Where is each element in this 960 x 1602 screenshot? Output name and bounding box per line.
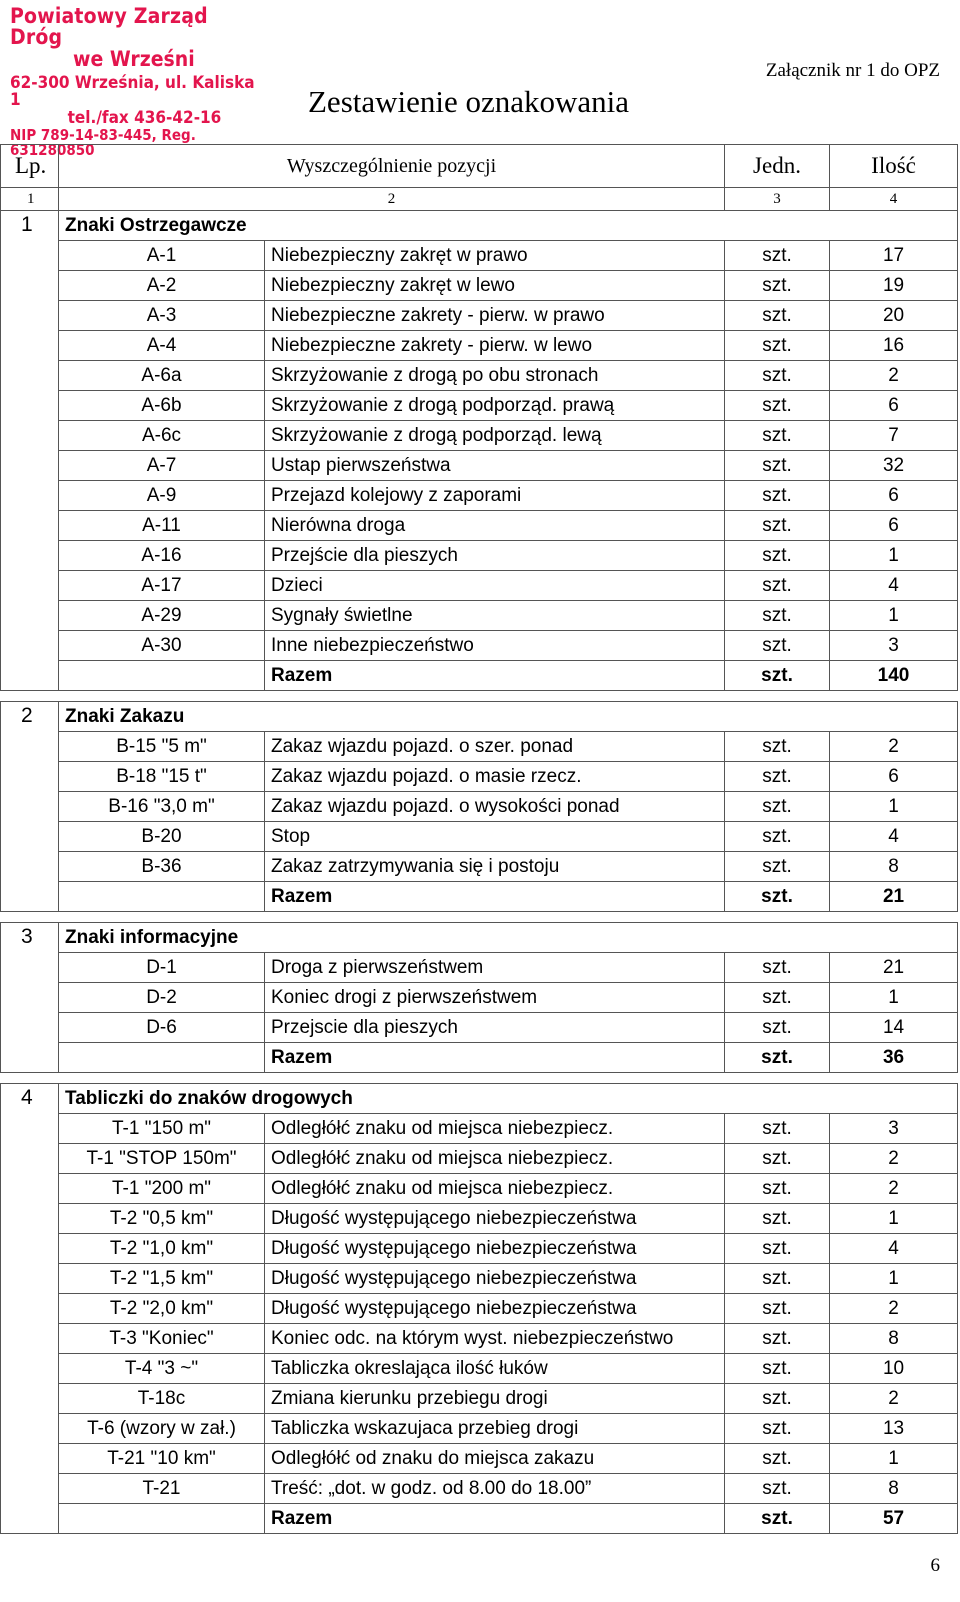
table-row: [1, 391, 958, 421]
stamp-line: we Wrześni: [73, 47, 195, 71]
section-header-row: [1, 1084, 958, 1114]
header-qty: Ilość: [830, 145, 958, 188]
table-row: [1, 1013, 958, 1043]
section-title: Znaki informacyjne: [59, 923, 958, 953]
total-row: [1, 1504, 958, 1534]
quantity-cell: 1: [830, 541, 958, 571]
sign-code: A-4: [59, 331, 265, 361]
sign-description: Odległółć znaku od miejsca niebezpiecz.: [265, 1114, 725, 1144]
institution-stamp: [10, 6, 255, 158]
unit-cell: szt.: [725, 511, 830, 541]
sign-description: Długość występującego niebezpieczeństwa: [265, 1264, 725, 1294]
sign-description: Tabliczka okreslająca ilość łuków: [265, 1354, 725, 1384]
stamp-line: 62-300 Września, ul. Kaliska 1: [10, 73, 255, 110]
quantity-cell: 6: [830, 391, 958, 421]
section-title: Znaki Ostrzegawcze: [59, 211, 958, 241]
unit-cell: szt.: [725, 1204, 830, 1234]
header-lp: Lp.: [1, 145, 59, 188]
unit-cell: szt.: [725, 1354, 830, 1384]
table-row: [1, 601, 958, 631]
section-spacer: [1, 1073, 958, 1084]
unit-cell: szt.: [725, 792, 830, 822]
sign-code: A-29: [59, 601, 265, 631]
sign-code: A-6a: [59, 361, 265, 391]
sign-description: Droga z pierwszeństwem: [265, 953, 725, 983]
sign-code: A-1: [59, 241, 265, 271]
quantity-cell: 2: [830, 1384, 958, 1414]
unit-cell: szt.: [725, 1294, 830, 1324]
table-row: [1, 1354, 958, 1384]
sign-code: A-6c: [59, 421, 265, 451]
header-unit: Jedn.: [725, 145, 830, 188]
sign-description: Koniec odc. na którym wyst. niebezpieczeństwo: [265, 1324, 725, 1354]
total-label: Razem: [265, 1043, 725, 1073]
table-row: [1, 451, 958, 481]
sign-code: A-16: [59, 541, 265, 571]
sign-description: Przejście dla pieszych: [265, 541, 725, 571]
section-number: 1: [1, 211, 59, 691]
annex-label: Załącznik nr 1 do OPZ: [765, 60, 940, 81]
section-title: Tabliczki do znaków drogowych: [59, 1084, 958, 1114]
table-row: [1, 241, 958, 271]
unit-cell: szt.: [725, 481, 830, 511]
sign-code: T-1 "200 m": [59, 1174, 265, 1204]
sign-code: A-11: [59, 511, 265, 541]
stamp-line: NIP 789-14-83-445, Reg. 631280850: [10, 126, 196, 159]
sign-description: Skrzyżowanie z drogą podporząd. lewą: [265, 421, 725, 451]
table-row: [1, 983, 958, 1013]
sign-code: B-16 "3,0 m": [59, 792, 265, 822]
signage-table: [0, 144, 958, 1534]
sign-description: Długość występującego niebezpieczeństwa: [265, 1204, 725, 1234]
sign-code: T-18c: [59, 1384, 265, 1414]
sign-description: Inne niebezpieczeństwo: [265, 631, 725, 661]
sign-code: B-15 "5 m": [59, 732, 265, 762]
table-row: [1, 1234, 958, 1264]
total-unit: szt.: [725, 661, 830, 691]
sign-description: Długość występującego niebezpieczeństwa: [265, 1294, 725, 1324]
unit-cell: szt.: [725, 271, 830, 301]
total-quantity: 21: [830, 882, 958, 912]
sign-description: Długość występującego niebezpieczeństwa: [265, 1234, 725, 1264]
table-row: [1, 361, 958, 391]
spacer-cell: [1, 1073, 958, 1084]
table-row: [1, 1144, 958, 1174]
quantity-cell: 1: [830, 1444, 958, 1474]
sign-description: Odległółć od znaku do miejsca zakazu: [265, 1444, 725, 1474]
column-number: 4: [830, 188, 958, 211]
table-row: [1, 301, 958, 331]
total-empty-cell: [59, 1504, 265, 1534]
sign-code: A-3: [59, 301, 265, 331]
unit-cell: szt.: [725, 1324, 830, 1354]
sign-code: A-7: [59, 451, 265, 481]
sign-code: T-6 (wzory w zał.): [59, 1414, 265, 1444]
sign-description: Tabliczka wskazujaca przebieg drogi: [265, 1414, 725, 1444]
unit-cell: szt.: [725, 1474, 830, 1504]
sign-description: Sygnały świetlne: [265, 601, 725, 631]
sign-code: A-9: [59, 481, 265, 511]
sign-description: Odległółć znaku od miejsca niebezpiecz.: [265, 1174, 725, 1204]
table-row: [1, 1474, 958, 1504]
unit-cell: szt.: [725, 762, 830, 792]
column-number: 1: [1, 188, 59, 211]
sign-code: A-30: [59, 631, 265, 661]
quantity-cell: 1: [830, 601, 958, 631]
unit-cell: szt.: [725, 1013, 830, 1043]
unit-cell: szt.: [725, 241, 830, 271]
quantity-cell: 4: [830, 1234, 958, 1264]
unit-cell: szt.: [725, 421, 830, 451]
table-row: [1, 331, 958, 361]
table-row: [1, 541, 958, 571]
stamp-line: tel./fax 436-42-16: [67, 108, 222, 128]
quantity-cell: 1: [830, 792, 958, 822]
table-header-row: [1, 145, 958, 188]
sign-code: T-2 "1,0 km": [59, 1234, 265, 1264]
total-unit: szt.: [725, 1043, 830, 1073]
section-header-row: [1, 211, 958, 241]
total-unit: szt.: [725, 882, 830, 912]
sign-code: B-18 "15 t": [59, 762, 265, 792]
table-row: [1, 631, 958, 661]
sign-description: Niebezpieczny zakręt w lewo: [265, 271, 725, 301]
unit-cell: szt.: [725, 541, 830, 571]
quantity-cell: 4: [830, 822, 958, 852]
total-empty-cell: [59, 1043, 265, 1073]
unit-cell: szt.: [725, 852, 830, 882]
quantity-cell: 3: [830, 631, 958, 661]
total-empty-cell: [59, 882, 265, 912]
spacer-cell: [1, 912, 958, 923]
spacer-cell: [1, 691, 958, 702]
table-row: [1, 1264, 958, 1294]
total-label: Razem: [265, 882, 725, 912]
sign-description: Skrzyżowanie z drogą po obu stronach: [265, 361, 725, 391]
unit-cell: szt.: [725, 1264, 830, 1294]
stamp-line: Powiatowy Zarząd Dróg: [10, 4, 208, 49]
section-number: 2: [1, 702, 59, 912]
sign-description: Odległółć znaku od miejsca niebezpiecz.: [265, 1144, 725, 1174]
quantity-cell: 6: [830, 481, 958, 511]
unit-cell: szt.: [725, 1174, 830, 1204]
table-row: [1, 1294, 958, 1324]
quantity-cell: 2: [830, 361, 958, 391]
unit-cell: szt.: [725, 953, 830, 983]
total-empty-cell: [59, 661, 265, 691]
quantity-cell: 6: [830, 762, 958, 792]
quantity-cell: 1: [830, 1264, 958, 1294]
page-title: Zestawienie oznakowania: [308, 84, 630, 119]
table-row: [1, 822, 958, 852]
quantity-cell: 19: [830, 271, 958, 301]
column-number-row: [1, 188, 958, 211]
quantity-cell: 14: [830, 1013, 958, 1043]
unit-cell: szt.: [725, 301, 830, 331]
sign-code: D-1: [59, 953, 265, 983]
table-row: [1, 792, 958, 822]
quantity-cell: 2: [830, 732, 958, 762]
table-row: [1, 571, 958, 601]
table-row: [1, 1174, 958, 1204]
sign-description: Zakaz wjazdu pojazd. o masie rzecz.: [265, 762, 725, 792]
sign-description: Niebezpieczne zakrety - pierw. w lewo: [265, 331, 725, 361]
quantity-cell: 2: [830, 1294, 958, 1324]
unit-cell: szt.: [725, 1144, 830, 1174]
sign-description: Zakaz zatrzymywania się i postoju: [265, 852, 725, 882]
sign-description: Dzieci: [265, 571, 725, 601]
unit-cell: szt.: [725, 732, 830, 762]
header-item: Wyszczególnienie pozycji: [59, 145, 725, 188]
total-label: Razem: [265, 661, 725, 691]
sign-description: Ustap pierwszeństwa: [265, 451, 725, 481]
sign-code: T-21 "10 km": [59, 1444, 265, 1474]
sign-code: T-1 "STOP 150m": [59, 1144, 265, 1174]
table-row: [1, 732, 958, 762]
unit-cell: szt.: [725, 1234, 830, 1264]
quantity-cell: 3: [830, 1114, 958, 1144]
table-row: [1, 1204, 958, 1234]
sign-code: T-1 "150 m": [59, 1114, 265, 1144]
sign-code: B-20: [59, 822, 265, 852]
quantity-cell: 2: [830, 1144, 958, 1174]
sign-description: Skrzyżowanie z drogą podporząd. prawą: [265, 391, 725, 421]
table-row: [1, 271, 958, 301]
table-row: [1, 1114, 958, 1144]
quantity-cell: 10: [830, 1354, 958, 1384]
sign-description: Stop: [265, 822, 725, 852]
sign-description: Niebezpieczny zakręt w prawo: [265, 241, 725, 271]
table-row: [1, 852, 958, 882]
total-row: [1, 882, 958, 912]
table-body: [1, 145, 958, 1534]
sign-description: Zakaz wjazdu pojazd. o wysokości ponad: [265, 792, 725, 822]
sign-code: A-2: [59, 271, 265, 301]
unit-cell: szt.: [725, 451, 830, 481]
section-spacer: [1, 912, 958, 923]
total-row: [1, 661, 958, 691]
total-quantity: 36: [830, 1043, 958, 1073]
sign-description: Treść: „dot. w godz. od 8.00 do 18.00”: [265, 1474, 725, 1504]
sign-code: T-3 "Koniec": [59, 1324, 265, 1354]
quantity-cell: 17: [830, 241, 958, 271]
sign-description: Niebezpieczne zakrety - pierw. w prawo: [265, 301, 725, 331]
quantity-cell: 8: [830, 1474, 958, 1504]
sign-description: Koniec drogi z pierwszeństwem: [265, 983, 725, 1013]
table-row: [1, 762, 958, 792]
quantity-cell: 16: [830, 331, 958, 361]
sign-code: A-17: [59, 571, 265, 601]
sign-description: Zmiana kierunku przebiegu drogi: [265, 1384, 725, 1414]
total-quantity: 140: [830, 661, 958, 691]
table-row: [1, 1444, 958, 1474]
sign-code: D-6: [59, 1013, 265, 1043]
unit-cell: szt.: [725, 983, 830, 1013]
quantity-cell: 13: [830, 1414, 958, 1444]
total-quantity: 57: [830, 1504, 958, 1534]
table-row: [1, 1414, 958, 1444]
quantity-cell: 32: [830, 451, 958, 481]
sign-code: T-2 "1,5 km": [59, 1264, 265, 1294]
unit-cell: szt.: [725, 1114, 830, 1144]
sign-code: B-36: [59, 852, 265, 882]
sign-description: Zakaz wjazdu pojazd. o szer. ponad: [265, 732, 725, 762]
table-row: [1, 421, 958, 451]
sign-code: D-2: [59, 983, 265, 1013]
sign-description: Przejazd kolejowy z zaporami: [265, 481, 725, 511]
quantity-cell: 2: [830, 1174, 958, 1204]
sign-code: T-21: [59, 1474, 265, 1504]
quantity-cell: 1: [830, 1204, 958, 1234]
quantity-cell: 8: [830, 1324, 958, 1354]
column-number: 2: [59, 188, 725, 211]
section-header-row: [1, 702, 958, 732]
section-number: 3: [1, 923, 59, 1073]
unit-cell: szt.: [725, 391, 830, 421]
total-label: Razem: [265, 1504, 725, 1534]
sign-code: T-4 "3 ~": [59, 1354, 265, 1384]
column-number: 3: [725, 188, 830, 211]
section-number: 4: [1, 1084, 59, 1534]
page-number: 6: [930, 1555, 940, 1576]
section-title: Znaki Zakazu: [59, 702, 958, 732]
unit-cell: szt.: [725, 1414, 830, 1444]
unit-cell: szt.: [725, 1384, 830, 1414]
total-row: [1, 1043, 958, 1073]
unit-cell: szt.: [725, 1444, 830, 1474]
section-header-row: [1, 923, 958, 953]
table-row: [1, 511, 958, 541]
unit-cell: szt.: [725, 601, 830, 631]
quantity-cell: 1: [830, 983, 958, 1013]
table-row: [1, 481, 958, 511]
sign-description: Przejscie dla pieszych: [265, 1013, 725, 1043]
table-row: [1, 953, 958, 983]
quantity-cell: 8: [830, 852, 958, 882]
unit-cell: szt.: [725, 571, 830, 601]
total-unit: szt.: [725, 1504, 830, 1534]
sign-code: T-2 "2,0 km": [59, 1294, 265, 1324]
unit-cell: szt.: [725, 822, 830, 852]
table-row: [1, 1384, 958, 1414]
section-spacer: [1, 691, 958, 702]
quantity-cell: 6: [830, 511, 958, 541]
quantity-cell: 4: [830, 571, 958, 601]
unit-cell: szt.: [725, 631, 830, 661]
quantity-cell: 7: [830, 421, 958, 451]
table-row: [1, 1324, 958, 1354]
quantity-cell: 20: [830, 301, 958, 331]
sign-description: Nierówna droga: [265, 511, 725, 541]
quantity-cell: 21: [830, 953, 958, 983]
unit-cell: szt.: [725, 331, 830, 361]
sign-code: A-6b: [59, 391, 265, 421]
unit-cell: szt.: [725, 361, 830, 391]
sign-code: T-2 "0,5 km": [59, 1204, 265, 1234]
